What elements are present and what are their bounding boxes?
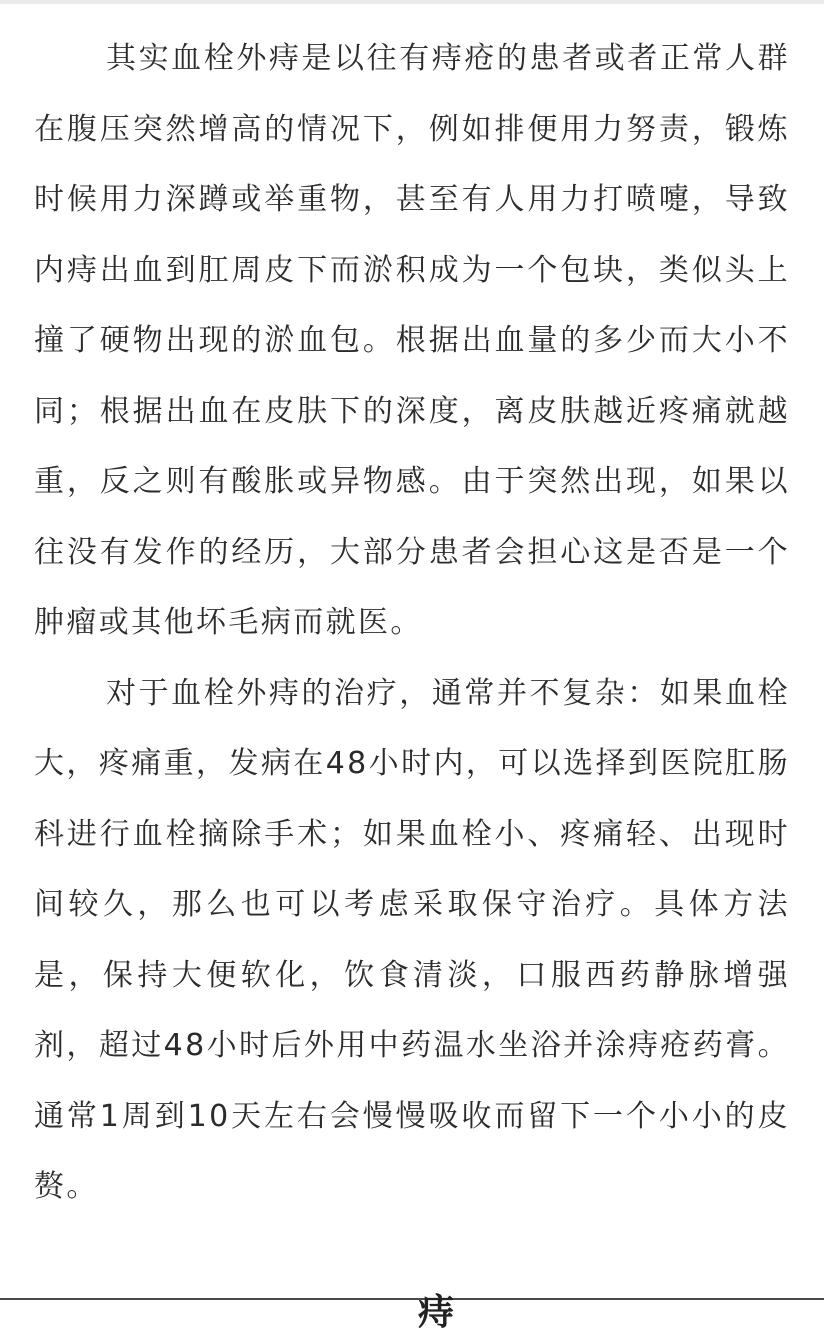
article-body <box>34 24 790 1223</box>
paragraph-thrombosed-hemorrhoid-treatment: 对于血栓外痔的治疗，通常并不复杂：如果血栓大，疼痛重，发病在48小时内，可以选择到医院肛肠科进行血栓摘除手术；如果血栓小、疼痛轻、出现时间较久，那么也可以考虑采取保守治疗。具体方法是，保持大便软化，饮食清淡，口服西药静脉增强剂，超过48小时后外用中药温水坐浴并涂痔疮药膏。通常1周到10天左右会慢慢吸收而留下一个小小的皮赘。 <box>34 675 790 1204</box>
bottom-divider <box>0 1298 824 1300</box>
partial-heading-text: 痔 <box>418 1292 455 1333</box>
next-section-preview <box>0 1292 824 1333</box>
top-divider <box>0 0 824 4</box>
paragraph-thrombosed-hemorrhoid-cause: 其实血栓外痔是以往有痔疮的患者或者正常人群在腹压突然增高的情况下，例如排便用力努责，锻炼时候用力深蹲或举重物，甚至有人用力打喷嚏，导致内痔出血到肛周皮下而淤积成为一个包块，类似头上撞了硬物出现的淤血包。根据出血量的多少而大小不同；根据出血在皮肤下的深度，离皮肤越近疼痛就越重，反之则有酸胀或异物感。由于突然出现，如果以往没有发作的经历，大部分患者会担心这是否是一个肿瘤或其他坏毛病而就医。 <box>34 41 790 640</box>
